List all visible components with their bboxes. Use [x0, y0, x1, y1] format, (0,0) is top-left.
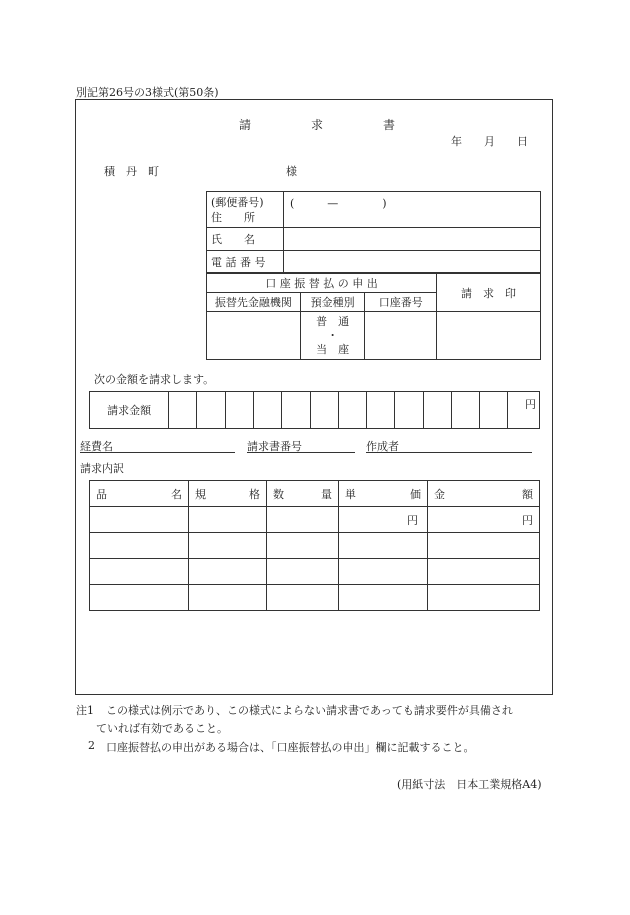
- quantity-cell[interactable]: [267, 585, 339, 611]
- name-label: 氏 名: [207, 228, 284, 251]
- quantity-cell[interactable]: [267, 559, 339, 585]
- invoice-number-field[interactable]: [247, 452, 355, 453]
- unit-price-cell[interactable]: 円: [339, 507, 428, 533]
- honorific: 様: [286, 165, 297, 178]
- date-label: 年 月 日: [451, 135, 528, 148]
- amount-yen-unit: 円: [508, 392, 540, 429]
- phone-field[interactable]: [284, 251, 541, 273]
- seal-field[interactable]: [437, 312, 541, 360]
- amount-cell[interactable]: [428, 585, 540, 611]
- amount-digit[interactable]: [423, 392, 451, 429]
- header-quantity: 数 量: [267, 481, 339, 507]
- expense-name-field[interactable]: [80, 452, 235, 453]
- note1-line2: ていれば有効であること。: [96, 722, 228, 735]
- spec-cell[interactable]: [189, 559, 267, 585]
- deposit-type-field[interactable]: [300, 312, 365, 360]
- bank-field[interactable]: [207, 312, 301, 360]
- header-spec: 規 格: [189, 481, 267, 507]
- page-title: 請 求 書: [239, 118, 396, 132]
- name-field[interactable]: [284, 228, 541, 251]
- deposit-type-ordinary: 普 通: [316, 314, 350, 328]
- spec-cell[interactable]: [189, 507, 267, 533]
- paper-size-note: (用紙寸法 日本工業規格A4): [397, 778, 542, 791]
- amount-table: [89, 391, 540, 429]
- amount-digit[interactable]: [197, 392, 225, 429]
- header-amount: 金 額: [428, 481, 540, 507]
- bank-column-header: 振替先金融機関: [207, 293, 301, 312]
- item-cell[interactable]: [90, 507, 189, 533]
- phone-label: 電 話 番 号: [207, 251, 284, 273]
- quantity-cell[interactable]: [267, 533, 339, 559]
- spec-cell[interactable]: [189, 585, 267, 611]
- deposit-type-header: 預金種別: [300, 293, 365, 312]
- amount-cell[interactable]: 円: [428, 507, 540, 533]
- amount-cell[interactable]: [428, 559, 540, 585]
- amount-digit[interactable]: [253, 392, 281, 429]
- amount-digit[interactable]: [225, 392, 253, 429]
- item-cell[interactable]: [90, 559, 189, 585]
- applicant-table: [206, 191, 541, 273]
- table-row: [90, 507, 540, 533]
- table-row: [90, 559, 540, 585]
- table-row: [90, 585, 540, 611]
- form-number: 別記第26号の3様式(第50条): [76, 86, 219, 99]
- request-text: 次の金額を請求します。: [94, 373, 215, 386]
- address-label: 住 所: [211, 210, 255, 224]
- invoice-number-label: 請求書番号: [247, 440, 302, 453]
- item-cell[interactable]: [90, 533, 189, 559]
- amount-digit[interactable]: [451, 392, 479, 429]
- item-cell[interactable]: [90, 585, 189, 611]
- header-item: 品 名: [90, 481, 189, 507]
- recipient-name: 積 丹 町: [104, 165, 159, 178]
- amount-digit[interactable]: [310, 392, 338, 429]
- amount-label: 請求金額: [90, 392, 169, 429]
- amount-digit[interactable]: [395, 392, 423, 429]
- postal-address-field[interactable]: ( — ): [284, 192, 541, 228]
- details-table: [89, 480, 540, 611]
- seal-label: 請 求 印: [437, 274, 541, 312]
- unit-price-cell[interactable]: [339, 559, 428, 585]
- deposit-type-current: 当 座: [316, 342, 350, 356]
- amount-digit[interactable]: [338, 392, 366, 429]
- postal-label: (郵便番号): [211, 195, 264, 209]
- details-label: 請求内訳: [80, 462, 124, 475]
- header-unit-price: 単 価: [339, 481, 428, 507]
- preparer-field[interactable]: [366, 452, 532, 453]
- expense-name-label: 経費名: [80, 440, 113, 453]
- transfer-header: 口 座 振 替 払 の 申 出: [207, 274, 437, 293]
- note1-line1: この様式は例示であり、この様式によらない請求書であっても請求要件が具備され: [106, 704, 513, 717]
- table-row: [90, 533, 540, 559]
- quantity-cell[interactable]: [267, 507, 339, 533]
- account-number-field[interactable]: [365, 312, 437, 360]
- details-header-row: [90, 481, 540, 507]
- amount-digit[interactable]: [367, 392, 395, 429]
- account-number-header: 口座番号: [365, 293, 437, 312]
- amount-digit[interactable]: [480, 392, 508, 429]
- transfer-table: [206, 273, 541, 360]
- deposit-type-separator: ・: [327, 328, 339, 342]
- amount-digit[interactable]: [282, 392, 310, 429]
- unit-price-cell[interactable]: [339, 533, 428, 559]
- amount-digit[interactable]: [169, 392, 197, 429]
- spec-cell[interactable]: [189, 533, 267, 559]
- preparer-label: 作成者: [366, 440, 399, 453]
- unit-price-cell[interactable]: [339, 585, 428, 611]
- note2-prefix: 2: [88, 739, 95, 752]
- note2-text: 口座振替払の申出がある場合は、「口座振替払の申出」欄に記載すること。: [106, 741, 475, 754]
- amount-cell[interactable]: [428, 533, 540, 559]
- note1-prefix: 注1: [76, 704, 94, 717]
